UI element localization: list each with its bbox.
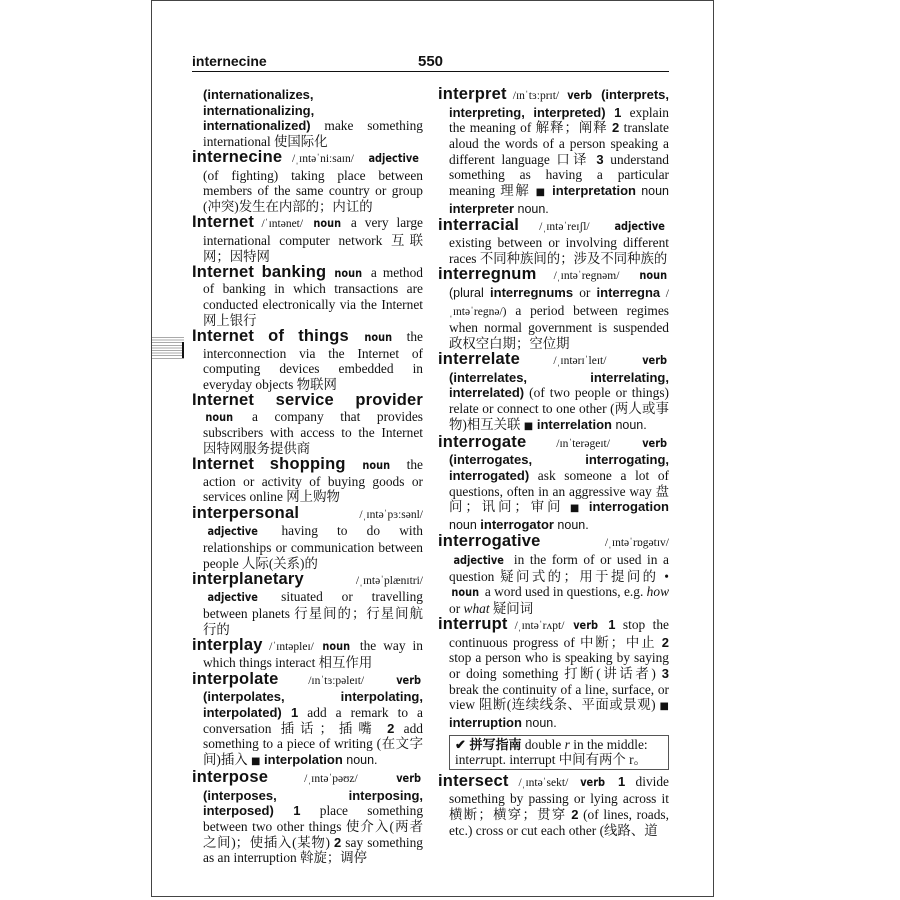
- headword: Internet service provider: [192, 390, 423, 409]
- part-of-speech: verb: [641, 353, 667, 367]
- derivative-marker: ■: [535, 186, 547, 198]
- part-of-speech: noun: [322, 638, 351, 653]
- part-of-speech: verb: [580, 774, 606, 789]
- definition-text: add something to a piece of writing (在文字间)插入: [203, 720, 423, 767]
- part-of-speech: noun: [205, 409, 234, 424]
- bold-text: 1: [607, 773, 626, 789]
- bold-text: interrogation: [582, 499, 669, 515]
- phonetic: /ɪnˈtɜːprɪt/: [506, 90, 566, 102]
- definition-text: [349, 329, 362, 344]
- dictionary-entry: [192, 390, 423, 457]
- label-text: noun.: [611, 417, 647, 432]
- dictionary-entry: [192, 150, 423, 215]
- page-number: 550: [418, 53, 444, 70]
- derivative-marker: ■: [523, 420, 534, 432]
- headword: interplanetary: [192, 569, 304, 588]
- label-text: noun: [635, 183, 670, 198]
- definition-text: (of lines, roads, etc.) cross or cut each other (线路、道: [449, 806, 669, 838]
- part-of-speech: verb: [641, 435, 667, 450]
- bold-text: (internationalizes, internationalizing, internationalized): [203, 87, 315, 134]
- definition-text: translate aloud the words of a person speaking a different language 口译: [449, 120, 669, 167]
- definition-text: a company that provides subscribers with access to the Internet 因特网服务提供商: [203, 408, 423, 456]
- bold-text: (interpolates, interpolating, interpolated) 1: [203, 689, 423, 720]
- phonetic: /ˌɪntəˈniːsaɪn/: [282, 153, 364, 166]
- phonetic: /ˌɪntəˈrʌpt/: [507, 620, 572, 632]
- definition-text: stop the continuous progress of 中断；中止: [449, 617, 669, 650]
- part-of-speech: noun: [638, 268, 667, 283]
- label-text: noun: [449, 518, 481, 533]
- thumb-index-bar: [182, 342, 184, 358]
- derivative-marker: ■: [569, 503, 583, 515]
- italic-text: how: [646, 584, 669, 600]
- part-of-speech: noun: [451, 585, 480, 600]
- part-of-speech: adjective: [368, 151, 419, 166]
- part-of-speech: adjective: [614, 218, 665, 233]
- bold-text: 3: [596, 151, 604, 167]
- definition-text: ask someone a lot of questions, often in an aggressive way 盘问；讯问；审问: [449, 468, 669, 515]
- phonetic: /ˌɪntərɪˈleɪt/: [520, 355, 640, 367]
- label-text: noun.: [553, 518, 589, 533]
- part-of-speech: noun: [363, 329, 392, 344]
- label-text: noun.: [514, 201, 549, 216]
- definition-text: explain the meaning of 解释；阐释: [449, 104, 669, 136]
- definition-text: a word used in questions, e.g.: [481, 584, 647, 600]
- headword: Internet: [192, 213, 255, 232]
- bold-text: 1: [600, 617, 616, 632]
- definition-text: a period between regimes when normal government is suspended 政权空白期；空位期: [449, 302, 669, 351]
- definition-text: the action or activity of buying goods or services online 网上购物: [203, 457, 423, 505]
- headword: internecine: [192, 148, 283, 167]
- bold-text: 3: [661, 665, 669, 681]
- phonetic: /ˈɪntənet/: [254, 218, 311, 231]
- definition-text: existing between or involving different races 不同种族间的；涉及不同种族的: [449, 235, 669, 267]
- definition-text: add a remark to a conversation 插话；插嘴: [203, 704, 423, 736]
- bold-text: 2: [387, 720, 395, 736]
- right-column: [438, 87, 669, 839]
- dictionary-entry: [438, 432, 669, 534]
- headword: interrogate: [438, 432, 527, 451]
- bold-text: 2: [571, 806, 579, 822]
- label-text: noun.: [342, 752, 378, 767]
- italic-text: what: [463, 600, 490, 616]
- headword: Internet shopping: [192, 455, 346, 474]
- phonetic: /ɪnˈterəgeɪt/: [526, 437, 640, 450]
- derivative-marker: ■: [659, 701, 669, 713]
- headword: interpret: [438, 85, 507, 103]
- definition-text: break the continuity of a line, surface, or view 阻断(连续线条、平面或景观): [449, 681, 669, 713]
- definition-text: or: [573, 284, 597, 300]
- bold-text: interrogator: [480, 517, 554, 533]
- italic-text: rr: [475, 752, 486, 768]
- thumb-index-marker: [152, 337, 184, 359]
- dictionary-entry: [192, 215, 423, 264]
- definition-text: in the form of or used in a question 疑问式的；用于提问的 •: [449, 551, 669, 584]
- bold-text: (interrogates, interrogating, interrogated): [449, 452, 669, 484]
- definition-text: having to do with relationships or communication between people 人际(关系)的: [203, 523, 423, 571]
- part-of-speech: noun: [312, 216, 341, 231]
- dictionary-entry: [192, 262, 423, 329]
- phonetic: /ˌɪntəˈsekt/: [508, 776, 579, 789]
- definition-text: the interconnection via the Internet of computing devices embedded in everyday objects 物联网: [203, 328, 423, 392]
- part-of-speech: verb: [573, 618, 599, 632]
- dictionary-entry: [192, 87, 423, 150]
- dictionary-entry: [438, 87, 669, 217]
- part-of-speech: adjective: [453, 552, 504, 567]
- phonetic: /ˈɪntəpleɪ/: [262, 640, 321, 653]
- bold-text: (interrelates, interrelating, interrelated): [449, 369, 669, 401]
- bold-text: 2: [661, 634, 669, 650]
- bold-text: 2: [334, 834, 342, 850]
- label-text: (plural: [449, 285, 491, 300]
- dictionary-entry: [438, 215, 669, 267]
- running-head: [192, 52, 669, 72]
- phonetic: /ˌɪntəˈpɜːsənl/: [299, 508, 423, 521]
- part-of-speech: verb: [395, 771, 421, 786]
- headword: interrogative: [438, 532, 541, 551]
- headword: interregnum: [438, 265, 537, 284]
- bold-text: interpolation: [260, 751, 343, 767]
- bold-text: interregna: [596, 284, 661, 300]
- bold-text: (interposes, interposing, interposed) 1: [203, 787, 423, 819]
- definition-text: a method of banking in which transactions are conducted electronically via the Internet 网上银行: [203, 264, 423, 328]
- definition-text: in the middle: inte: [455, 736, 648, 768]
- dictionary-entry: [192, 457, 423, 505]
- part-of-speech: noun: [334, 265, 363, 280]
- headword: interpolate: [192, 669, 279, 688]
- definition-text: or: [449, 600, 464, 616]
- definition-text: place something between two other things 使介入(两者之间)；使插入(某物): [203, 803, 424, 850]
- guide-word: internecine: [192, 53, 267, 69]
- dictionary-entry: [192, 569, 423, 638]
- dictionary-entry: [192, 326, 423, 393]
- definition-text: 疑问词: [489, 600, 534, 616]
- phonetic: /ˌɪntəˈregnəm/: [536, 270, 637, 283]
- phonetic: /ɪnˈtɜːpəleɪt/: [278, 674, 394, 687]
- definition-text: a very large international computer network 互联网；因特网: [203, 215, 423, 264]
- bold-text: interrelation: [533, 416, 612, 432]
- dictionary-entry: [438, 617, 669, 732]
- definition-text: divide something by passing or lying across it 横断；横穿；贯穿: [449, 773, 669, 822]
- italic-text: r: [564, 736, 570, 752]
- definition-text: (of fighting) taking place between members of the same country or group (冲突)发生在内部的；内讧的: [203, 167, 423, 215]
- derivative-marker: ■: [250, 755, 261, 767]
- dictionary-entry: [192, 669, 423, 770]
- dictionary-entry: [192, 770, 423, 866]
- definition-text: [326, 265, 332, 280]
- bold-text: interpretation: [546, 182, 636, 198]
- headword: interrelate: [438, 350, 520, 368]
- bold-text: interregnums: [490, 284, 574, 300]
- definition-text: (of two people or things) relate or connect to one other (两人或事物)相互关联: [449, 385, 669, 432]
- part-of-speech: adjective: [207, 524, 258, 539]
- definition-text: situated or travelling between planets 行星间的；行星间航行的: [203, 589, 423, 637]
- headword: interpersonal: [192, 503, 300, 522]
- bold-text: ✔ 拼写指南: [455, 736, 522, 752]
- label-text: noun.: [521, 715, 557, 730]
- dictionary-entry: [438, 352, 669, 434]
- part-of-speech: noun: [362, 458, 390, 473]
- definition-text: double: [521, 736, 565, 752]
- bold-text: (interprets, interpreting, interpreted) 1: [449, 87, 670, 120]
- phonetic: /ˌɪntəˈregnə/): [449, 287, 669, 318]
- spelling-tip-box: [449, 735, 669, 770]
- definition-text: the way in which things interact 相互作用: [203, 637, 423, 671]
- phonetic: /ˌɪntəˈplænɪtri/: [303, 574, 423, 587]
- bold-text: 2: [612, 120, 620, 136]
- headword: Internet of things: [192, 326, 349, 345]
- headword: intersect: [438, 771, 509, 790]
- phonetic: /ˌɪntəˈrɒgətɪv/: [540, 537, 669, 550]
- left-column: [192, 87, 423, 867]
- dictionary-entry: [438, 771, 669, 839]
- bold-text: interpreter: [449, 200, 515, 216]
- phonetic: /ˌɪntəˈpəʊz/: [268, 773, 394, 786]
- definition-text: [346, 457, 360, 472]
- definition-text: make something international 使国际化: [203, 118, 423, 149]
- phonetic: /ˌɪntəˈreɪʃl/: [519, 220, 610, 233]
- dictionary-entry: [192, 635, 423, 671]
- headword: Internet banking: [192, 262, 327, 281]
- definition-text: stop a person who is speaking by saying or doing something 打断(讲话者): [449, 650, 669, 681]
- part-of-speech: adjective: [207, 590, 258, 605]
- headword: interpose: [192, 768, 269, 787]
- part-of-speech: verb: [567, 88, 593, 102]
- headword: interplay: [192, 635, 263, 654]
- definition-text: understand something as having a particular meaning 理解: [449, 151, 670, 198]
- dictionary-entry: [438, 267, 669, 351]
- headword: interracial: [438, 215, 520, 234]
- dictionary-entry: [192, 503, 423, 572]
- bold-text: interruption: [449, 714, 522, 730]
- part-of-speech: verb: [395, 672, 421, 687]
- headword: interrupt: [438, 615, 508, 633]
- definition-text: upt. interrupt 中间有两个 r。: [485, 752, 647, 768]
- dictionary-entry: [438, 534, 669, 616]
- definition-text: say something as an interruption 斡旋；调停: [203, 834, 423, 866]
